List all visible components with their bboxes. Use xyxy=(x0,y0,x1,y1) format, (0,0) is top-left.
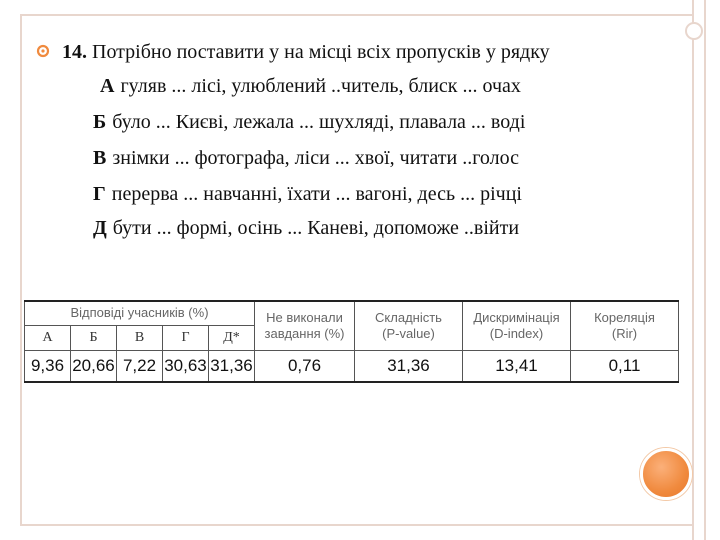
option-text: бути ... формі, осінь ... Каневі, допоможе ..війти xyxy=(112,217,520,239)
option-letter: В xyxy=(93,147,107,169)
header-line: (D-index) xyxy=(489,325,544,341)
header-line: Складність xyxy=(375,309,442,325)
statistics-table xyxy=(24,300,679,383)
bullet-icon xyxy=(36,44,50,58)
frame-rule-right xyxy=(692,0,694,540)
table-cell: 31,36 xyxy=(355,350,463,382)
header-line: Не виконали xyxy=(266,309,343,325)
option-text: перерва ... навчанні, їхати ... вагоні, десь ... річці xyxy=(111,183,522,205)
table-cell: 0,11 xyxy=(571,350,679,382)
header-line: Кореляція xyxy=(594,309,655,325)
answer-letter-header: Г xyxy=(163,325,209,350)
answer-option-c xyxy=(93,146,519,170)
header-line: (P-value) xyxy=(382,325,435,341)
table-cell: 9,36 xyxy=(25,350,71,382)
group-header: Відповіді учасників (%) xyxy=(25,301,255,325)
option-text: знімки ... фотографа, ліси ... хвої, читати ..голос xyxy=(112,147,519,169)
option-text: було ... Києві, лежала ... шухляді, плавала ... воді xyxy=(112,111,526,133)
table-header-row xyxy=(25,301,679,325)
answer-letter-header: А xyxy=(25,325,71,350)
table-cell: 0,76 xyxy=(255,350,355,382)
option-letter: Д xyxy=(93,217,107,239)
header-line: Дискримінація xyxy=(473,309,560,325)
option-letter: Б xyxy=(93,111,107,133)
column-header-correlation xyxy=(571,301,679,350)
column-header-discrimination xyxy=(463,301,571,350)
answer-letter-header: Д* xyxy=(209,325,255,350)
question-line xyxy=(62,40,550,64)
option-letter: Г xyxy=(93,183,106,205)
table-cell: 7,22 xyxy=(117,350,163,382)
answer-option-a xyxy=(100,74,521,98)
column-header-difficulty xyxy=(355,301,463,350)
question-number: 14. xyxy=(62,41,87,63)
table-cell: 13,41 xyxy=(463,350,571,382)
answer-letter-header: Б xyxy=(71,325,117,350)
table-cell: 20,66 xyxy=(71,350,117,382)
header-line: (Rir) xyxy=(611,325,638,341)
decorative-ring xyxy=(685,22,703,40)
answer-option-b xyxy=(93,110,525,134)
table-cell: 30,63 xyxy=(163,350,209,382)
answer-letter-header: В xyxy=(117,325,163,350)
table-row xyxy=(25,350,679,382)
header-line: завдання (%) xyxy=(264,325,345,341)
option-text: гуляв ... лісі, улюблений ..читель, блиск ... очах xyxy=(120,75,521,97)
decorative-orange-circle xyxy=(640,448,692,500)
answer-option-e xyxy=(93,216,519,240)
question-text: Потрібно поставити у на місці всіх пропусків у рядку xyxy=(92,41,550,63)
table-cell: 31,36 xyxy=(209,350,255,382)
answer-option-d xyxy=(93,182,522,206)
frame-rule-right-outer xyxy=(704,0,706,540)
option-letter: А xyxy=(100,75,115,97)
column-header-not-completed xyxy=(255,301,355,350)
